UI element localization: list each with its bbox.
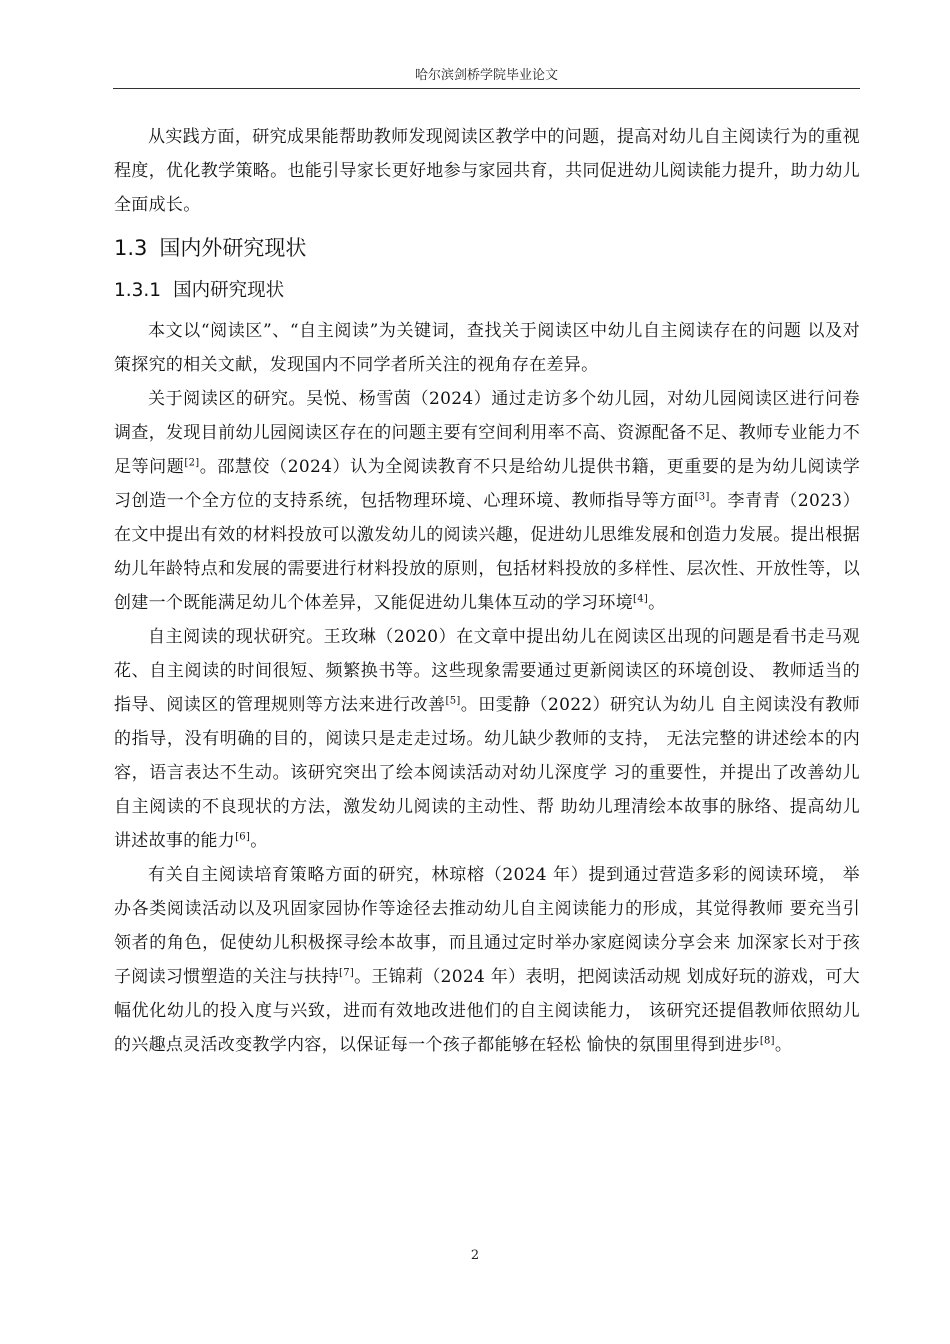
paragraph-keywords — [114, 314, 860, 382]
citation-ref: [8] — [759, 1035, 775, 1047]
paragraph-text: 有关自主阅读培育策略方面的研究，林琼榕（2024 年）提到通过营造多彩的阅读环境， 举办各类阅读活动以及巩固家园协作等途径去推动幼儿自主阅读能力的形成，其觉得教师 要充当引领者的角色，促使幼儿积极探寻绘本故事，而且通过定时举办家庭阅读分享会来 加深家长对于孩子阅读习惯塑造的关注与扶持 — [114, 865, 860, 987]
section-title: 国内外研究现状 — [159, 236, 307, 260]
subsection-heading — [114, 272, 860, 310]
paragraph-text: 。 — [250, 831, 268, 851]
citation-ref: [6] — [235, 831, 251, 843]
paragraph-text: 。 — [648, 593, 666, 613]
page-body — [114, 120, 860, 1062]
paragraph-text: 。 — [774, 1035, 793, 1055]
paragraph-reading-area — [114, 382, 860, 620]
paragraph-text: 本文以“阅读区”、“自主阅读”为关键词，查找关于阅读区中幼儿自主阅读存在的问题 以及对策探究的相关文献，发现国内不同学者所关注的视角存在差异。 — [114, 321, 860, 375]
subsection-number: 1.3.1 — [114, 280, 162, 301]
citation-ref: [7] — [339, 967, 355, 979]
intro-paragraph: 从实践方面，研究成果能帮助教师发现阅读区教学中的问题，提高对幼儿自主阅读行为的重视程度，优化教学策略。也能引导家长更好地参与家园共育，共同促进幼儿阅读能力提升，助力幼儿全面成长。 — [114, 127, 860, 215]
page-number: 2 — [470, 1248, 480, 1263]
paragraph-text: 关于阅读区的研究。吴悦、杨雪茵（2024）通过走访多个幼儿园，对幼儿园阅读区进行问卷调查，发现目前幼儿园阅读区存在的问题主要有空间利用率不高、资源配备不足、教师专业能力不足等问题 — [114, 389, 860, 477]
paragraph-text: 。邵慧佼（2024）认为全阅读教育不只是给幼儿提供书籍，更重要的是为幼儿阅读学习创造一个全方位的支持系统，包括物理环境、心理环境、教师指导等方面 — [114, 457, 860, 511]
subsection-title: 国内研究现状 — [173, 280, 285, 301]
section-heading — [114, 228, 860, 268]
citation-ref: [4] — [633, 593, 649, 605]
running-header: 哈尔滨剑桥学院毕业论文 — [414, 68, 558, 83]
header-divider — [113, 88, 860, 89]
citation-ref: [2] — [184, 457, 200, 469]
paragraph-text: 。田雯静（2022）研究认为幼儿 自主阅读没有教师的指导，没有明确的目的，阅读只是走走过场。幼儿缺少教师的支持， 无法完整的讲述绘本的内容，语言表达不生动。该研究突出了绘本阅读活动对幼儿深度学 习的重要性，并提出了改善幼儿自主阅读的不良现状的方法，激发幼儿阅读的主动性、帮 助幼儿理清绘本故事的脉络、提高幼儿讲述故事的能力 — [114, 695, 861, 851]
section-number: 1.3 — [114, 236, 148, 260]
paragraph-text: 自主阅读的现状研究。王玫琳（2020）在文章中提出幼儿在阅读区出现的问题是看书走马观花、自主阅读的时间很短、频繁换书等。这些现象需要通过更新阅读区的环境创设、 教师适当的指导、阅读区的管理规则等方法来进行改善 — [114, 627, 860, 715]
paragraph-text: 。王锦莉（2024 年）表明，把阅读活动规 划成好玩的游戏，可大幅优化幼儿的投入度与兴致，进而有效地改进他们的自主阅读能力， 该研究还提倡教师依照幼儿的兴趣点灵活改变教学内容，以保证每一个孩子都能够在轻松 愉快的氛围里得到进步 — [114, 967, 860, 1055]
paragraph-autonomous-reading — [114, 620, 860, 858]
paragraph-text: 。李青青（2023）在文中提出有效的材料投放可以激发幼儿的阅读兴趣，促进幼儿思维发展和创造力发展。提出根据幼儿年龄特点和发展的需要进行材料投放的原则，包括材料投放的多样性、层次性、开放性等，以创建一个既能满足幼儿个体差异，又能促进幼儿集体互动的学习环境 — [114, 491, 860, 613]
citation-ref: [3] — [694, 491, 710, 503]
paragraph-strategies — [114, 858, 860, 1062]
citation-ref: [5] — [445, 695, 461, 707]
